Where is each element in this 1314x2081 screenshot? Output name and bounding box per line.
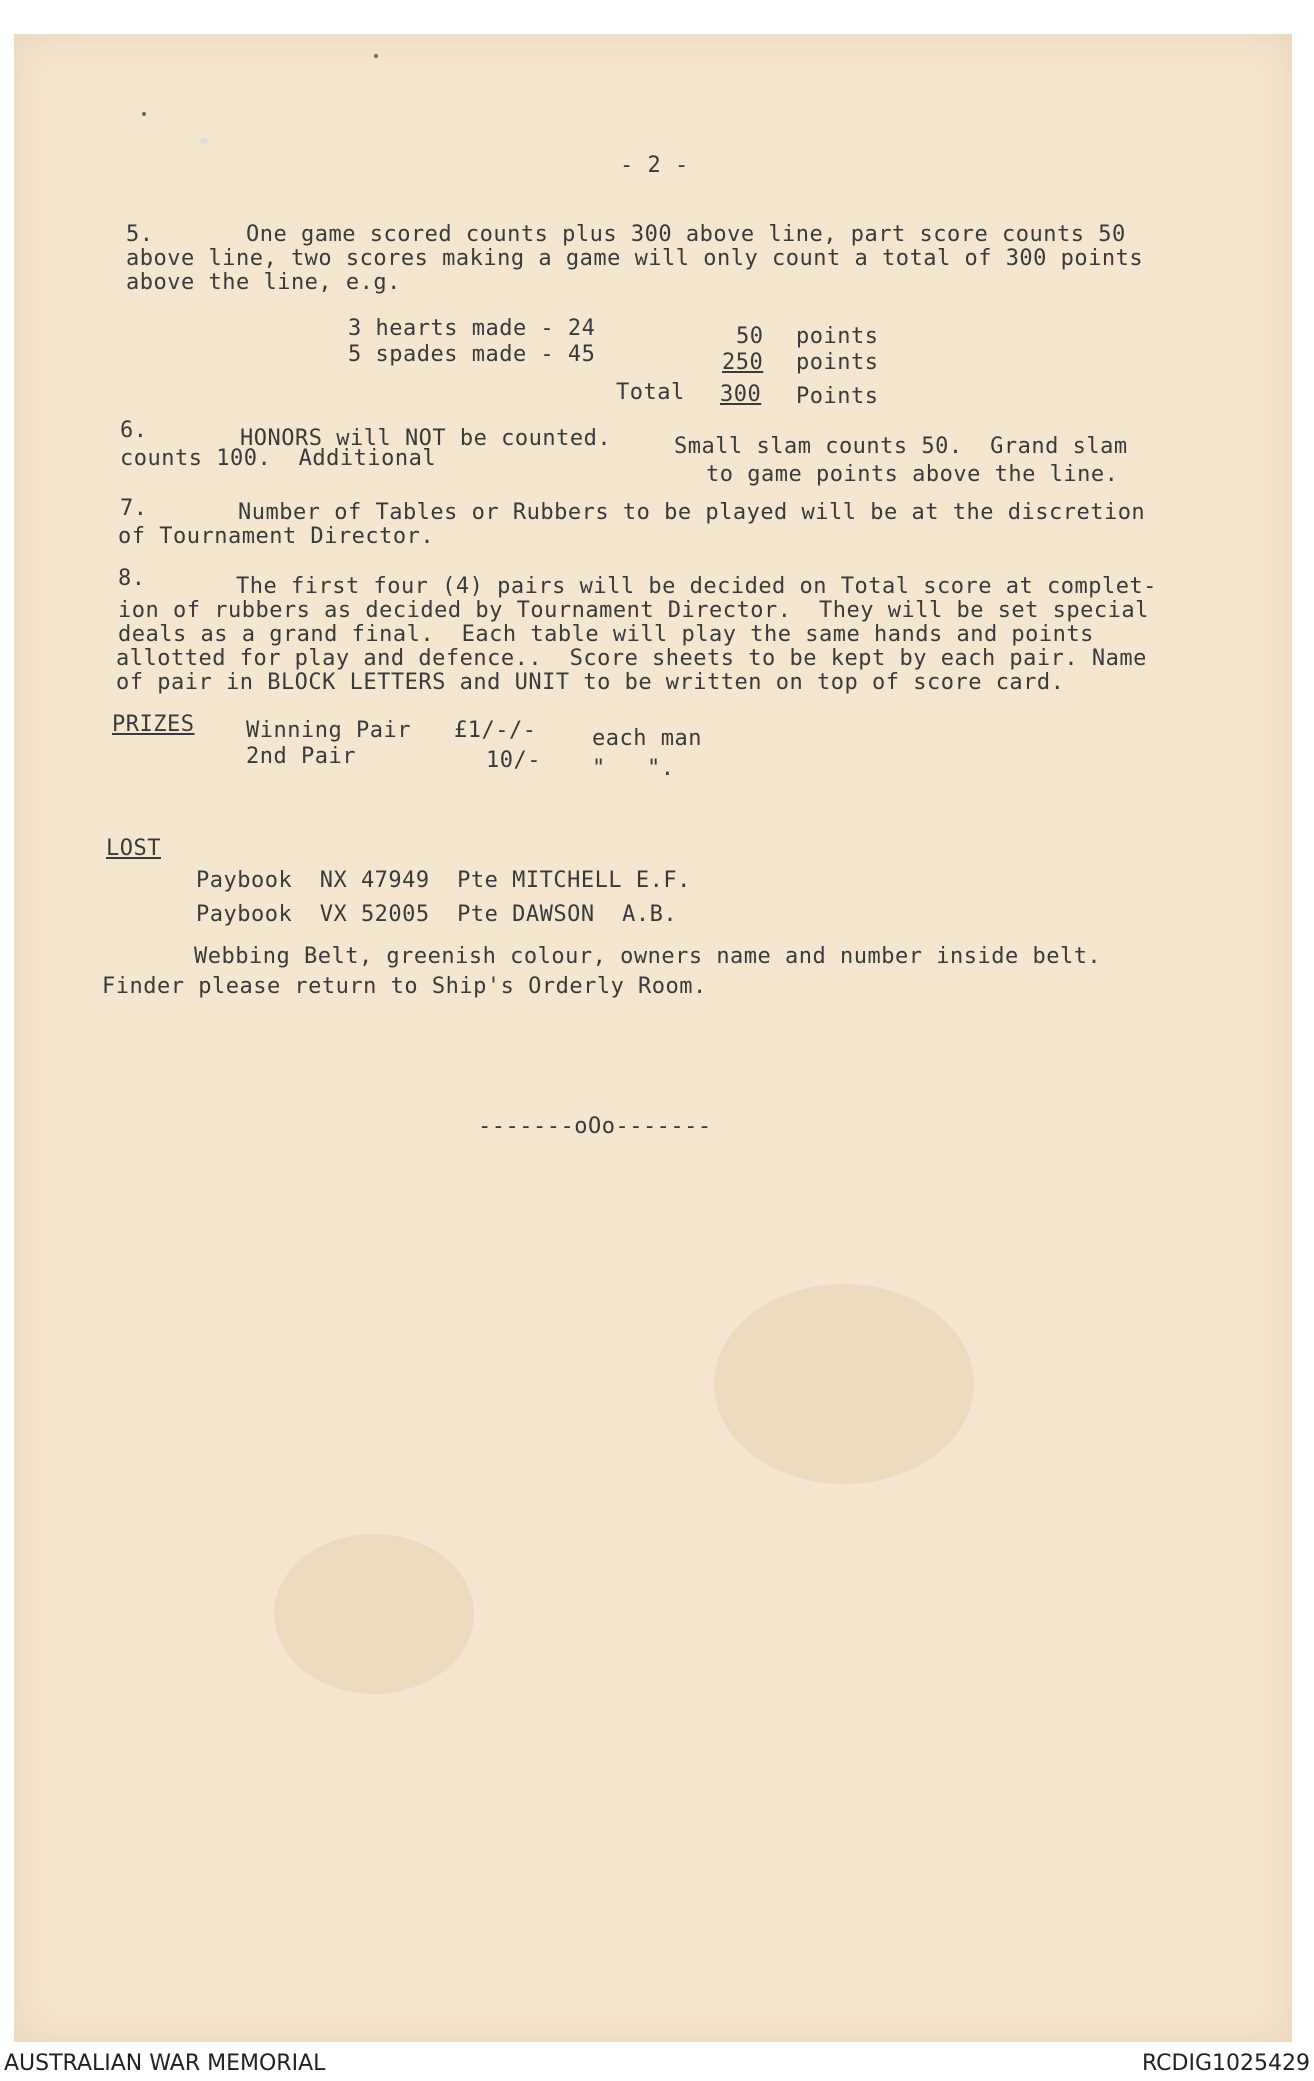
- item-6-line1a: HONORS will NOT be counted.: [240, 426, 612, 451]
- page-number: - 2 -: [620, 153, 689, 178]
- prizes-row2-note: " ".: [592, 756, 675, 781]
- document-sheet: [14, 34, 1292, 2042]
- paper-stain: [714, 1284, 974, 1484]
- item-5-number: 5.: [126, 222, 154, 247]
- example-row1-unit: points: [796, 324, 879, 349]
- footer-catalogue-id: RCDIG1025429: [1141, 2051, 1310, 2076]
- paper-speck: [374, 54, 378, 58]
- paper-speck: [200, 138, 208, 144]
- item-8-number: 8.: [118, 566, 146, 591]
- item-8-line1: The first four (4) pairs will be decided on Total score at complet-: [236, 574, 1157, 599]
- example-total-points: 300: [720, 382, 762, 407]
- prizes-row1-note: each man: [592, 726, 702, 751]
- item-6-line2b: to game points above the line.: [706, 462, 1119, 487]
- item-7-number: 7.: [120, 496, 148, 521]
- example-row2-points: 250: [722, 350, 764, 375]
- paper-speck: [142, 112, 146, 116]
- prizes-row2-amount: 10/-: [486, 748, 541, 773]
- item-7-line1: Number of Tables or Rubbers to be played will be at the discretion: [238, 500, 1146, 525]
- example-total-unit: Points: [796, 384, 879, 409]
- prizes-heading: PRIZES: [112, 712, 195, 737]
- paper-stain: [274, 1534, 474, 1694]
- item-8-line2: ion of rubbers as decided by Tournament Director. They will be set special: [118, 598, 1149, 623]
- prizes-row1-label: Winning Pair: [246, 718, 411, 743]
- item-8-line5: of pair in BLOCK LETTERS and UNIT to be written on top of score card.: [116, 670, 1065, 695]
- lost-item-1: Paybook NX 47949 Pte MITCHELL E.F.: [196, 868, 691, 893]
- item-8-line3: deals as a grand final. Each table will play the same hands and points: [118, 622, 1094, 647]
- item-8-line4: allotted for play and defence.. Score sheets to be kept by each pair. Name: [116, 646, 1147, 671]
- end-mark: -------oOo-------: [478, 1114, 712, 1139]
- prizes-row1-amount: £1/-/-: [454, 718, 537, 743]
- item-5-line1: One game scored counts plus 300 above line, part score counts 50: [246, 222, 1126, 247]
- item-6-line2a: counts 100. Additional: [120, 446, 437, 471]
- item-5-line3: above the line, e.g.: [126, 270, 401, 295]
- lost-item-2: Paybook VX 52005 Pte DAWSON A.B.: [196, 902, 678, 927]
- prizes-row2-label: 2nd Pair: [246, 744, 356, 769]
- item-5-line2: above line, two scores making a game will only count a total of 300 points: [126, 246, 1144, 271]
- footer-institution: AUSTRALIAN WAR MEMORIAL: [4, 2051, 326, 2076]
- item-7-line2: of Tournament Director.: [118, 524, 435, 549]
- item-6-line1b: Small slam counts 50. Grand slam: [674, 434, 1128, 459]
- example-row2-label: 5 spades made - 45: [348, 342, 596, 367]
- lost-item-3-line1: Webbing Belt, greenish colour, owners name and number inside belt.: [194, 944, 1102, 969]
- example-total-label: Total: [616, 380, 685, 405]
- example-row1-label: 3 hearts made - 24: [348, 316, 596, 341]
- example-row2-unit: points: [796, 350, 879, 375]
- lost-heading: LOST: [106, 836, 161, 861]
- lost-item-3-line2: Finder please return to Ship's Orderly Room.: [102, 974, 707, 999]
- example-row1-points: 50: [736, 324, 764, 349]
- item-6-number: 6.: [120, 418, 148, 443]
